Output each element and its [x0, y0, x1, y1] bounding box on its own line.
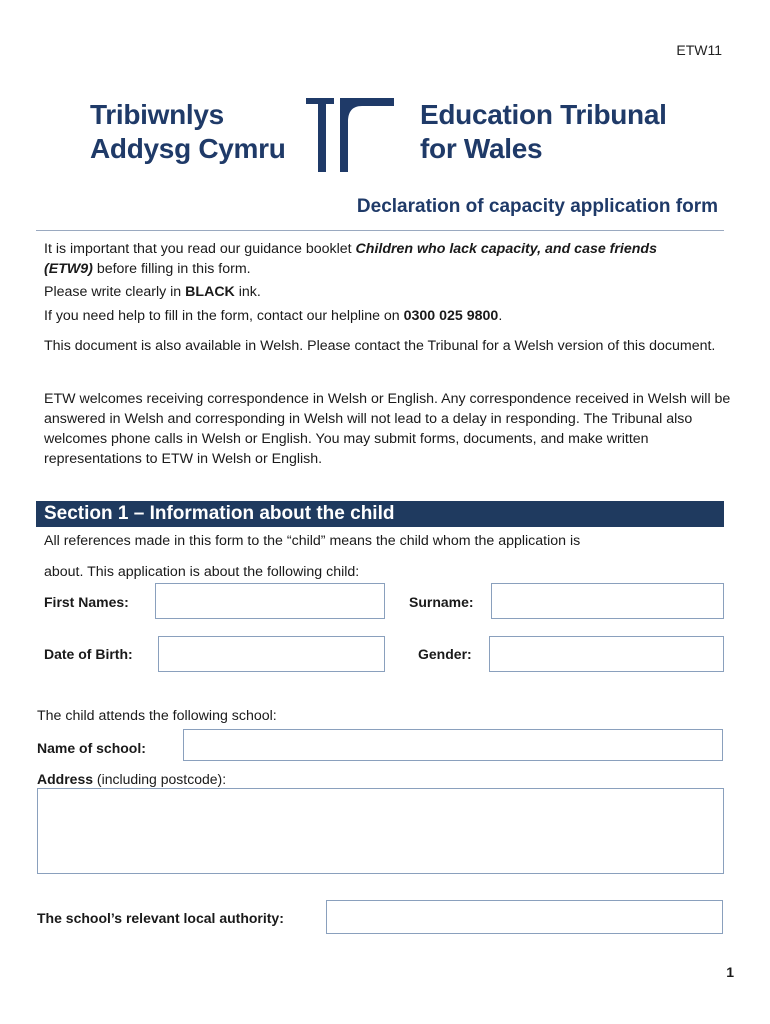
title-divider — [36, 230, 724, 231]
logo-english-line2: for Wales — [420, 133, 543, 164]
form-code: ETW11 — [676, 42, 722, 58]
page-number: 1 — [726, 964, 734, 980]
guidance-booklet-code: (ETW9) — [44, 261, 93, 277]
intro-text: Please write clearly in — [44, 284, 186, 300]
intro-text: . — [498, 308, 503, 324]
school-intro: The child attends the following school: — [37, 708, 277, 724]
intro-text: It is important that you read our guidance booklet — [44, 241, 356, 257]
surname-label: Surname: — [409, 594, 474, 610]
address-label-note: (including postcode): — [93, 771, 227, 787]
date-of-birth-field[interactable] — [158, 636, 385, 672]
local-authority-label: The school’s relevant local authority: — [37, 910, 284, 926]
school-name-label: Name of school: — [37, 740, 146, 756]
section-1-note: All references made in this form to the “child” means the child whom the application is — [44, 533, 581, 549]
address-label-bold: Address — [37, 771, 94, 787]
helpline-number: 0300 025 9800 — [403, 308, 499, 324]
logo-english-line1: Education Tribunal — [420, 99, 667, 130]
local-authority-field[interactable] — [326, 900, 723, 934]
school-name-field[interactable] — [183, 729, 723, 761]
logo-english-name — [420, 98, 667, 166]
gender-label: Gender: — [418, 646, 472, 662]
intro-text: ink. — [234, 284, 261, 300]
logo-welsh-line1: Tribiwnlys — [90, 99, 224, 130]
tribunal-logo-mark-icon — [300, 96, 400, 174]
intro-text: If you need help to fill in the form, contact our helpline on — [44, 308, 404, 324]
date-of-birth-label: Date of Birth: — [44, 646, 133, 662]
form-title: Declaration of capacity application form — [356, 196, 718, 217]
address-field[interactable] — [37, 788, 724, 874]
section-1-note: about. This application is about the following child: — [44, 564, 360, 580]
section-1-heading: Section 1 – Information about the child — [36, 501, 724, 527]
ink-colour: BLACK — [185, 284, 235, 300]
gender-field[interactable] — [489, 636, 724, 672]
logo-welsh-name — [90, 98, 286, 166]
surname-field[interactable] — [491, 583, 724, 619]
first-names-field[interactable] — [155, 583, 385, 619]
logo-welsh-line2: Addysg Cymru — [90, 133, 286, 164]
intro-guidance — [44, 239, 734, 279]
address-label — [37, 771, 226, 787]
intro-welsh-language: ETW welcomes receiving correspondence in Welsh or English. Any correspondence received in Welsh will be answered in Welsh and corresponding in Welsh will not lead to a delay in responding. The Tribunal also welcomes phone calls in Welsh or English. You may submit forms, documents, and make written representations to ETW in Welsh or English. — [44, 391, 731, 467]
intro-helpline — [44, 306, 734, 326]
intro-text: before filling in this form. — [92, 261, 251, 277]
first-names-label: First Names: — [44, 594, 129, 610]
intro-welsh-version: This document is also available in Welsh. Please contact the Tribunal for a Welsh version of this document. — [44, 338, 716, 354]
guidance-booklet-title: Children who lack capacity, and case friends — [355, 241, 657, 257]
intro-ink — [44, 282, 734, 302]
